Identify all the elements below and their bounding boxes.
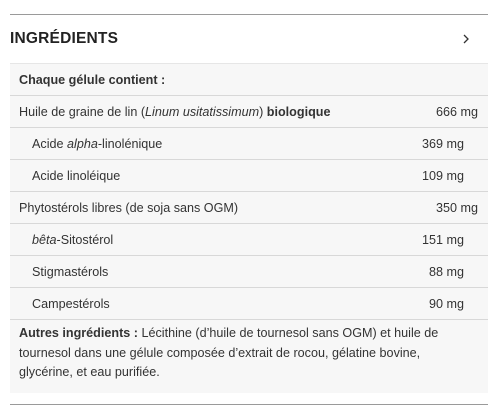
chevron-right-icon[interactable] [456, 29, 476, 49]
ingredient-amount: 90 mg [428, 296, 464, 311]
table-row [10, 224, 488, 256]
ingredient-name: Stigmastérols [32, 264, 109, 279]
table-row [10, 128, 488, 160]
ingredient-name: bêta-Sitostérol [32, 232, 114, 247]
other-ingredients-label: Autres ingrédients : [19, 326, 138, 340]
ingredients-panel [10, 63, 488, 393]
ingredient-name: Acide alpha-linolénique [32, 136, 163, 151]
table-row [10, 192, 488, 224]
table-row [10, 288, 488, 320]
section-title: INGRÉDIENTS [10, 30, 119, 47]
ingredient-name: Huile de graine de lin (Linum usitatissimum) biologique [19, 104, 331, 119]
ingredients-accordion-header[interactable] [10, 15, 488, 63]
other-ingredients [19, 324, 476, 383]
table-row [10, 160, 488, 192]
ingredient-amount: 666 mg [435, 104, 478, 119]
ingredient-amount: 151 mg [421, 232, 464, 247]
ingredient-amount: 369 mg [421, 136, 464, 151]
intro-text: Chaque gélule contient : [19, 72, 166, 87]
intro-row [10, 64, 488, 96]
ingredient-amount: 350 mg [435, 200, 478, 215]
table-row [10, 256, 488, 288]
ingredient-amount: 109 mg [421, 168, 464, 183]
ingredient-name: Acide linoléique [32, 168, 121, 183]
ingredient-name: Campestérols [32, 296, 110, 311]
bottom-divider [10, 404, 488, 405]
table-row [10, 96, 488, 128]
ingredient-amount: 88 mg [428, 264, 464, 279]
other-ingredients-text: Lécithine (d’huile de tournesol sans OGM) et huile de tournesol dans une gélule composée d’extrait de rocou, gélatine bovine, glycérine, et eau purifiée. [19, 326, 439, 379]
ingredient-name: Phytostérols libres (de soja sans OGM) [19, 200, 239, 215]
